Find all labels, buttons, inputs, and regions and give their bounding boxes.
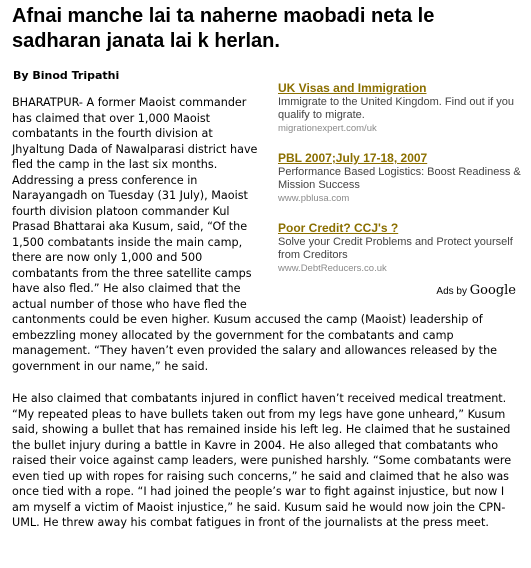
- ad-url: www.DebtReducers.co.uk: [278, 263, 387, 274]
- ad-item[interactable]: [278, 81, 524, 135]
- ad-url: migrationexpert.com/uk: [278, 123, 377, 134]
- ad-item[interactable]: [278, 151, 524, 205]
- ad-description: Solve your Credit Problems and Protect yourself from Creditors: [278, 236, 513, 261]
- article-headline: Afnai manche lai ta naherne maobadi neta le sadharan janata lai k herlan.: [12, 5, 435, 52]
- ad-title-link[interactable]: Poor Credit? CCJ's ?: [278, 221, 399, 235]
- ads-by-google-link[interactable]: [278, 283, 524, 300]
- ads-by-label: Ads by: [436, 286, 467, 297]
- byline: By Binod Tripathi: [13, 69, 120, 82]
- article-paragraph: He also claimed that combatants injured in conflict haven’t received medical treatment. “My repeated pleas to have bullets taken out from my legs have gone unheard,” Kusum said, showing a bullet that has remained inside his left leg. He claimed that he sustained the bullet injury during a battle in Kavre in 2004. He also alleged that combatants who raised their voice against camp leaders, were punished harshly. “Some combatants were even tied up with ropes for raising such concerns,” he said and claimed that he also was once tied with a rope. “I had joined the people’s war to fight against injustice, but now I am myself a victim of Maoist injustice,” he said. Kusum said he would now join the CPN-UML. He threw away his combat fatigues in front of the journalists at the press meet.: [12, 392, 512, 529]
- ad-item[interactable]: [278, 221, 524, 275]
- google-logo: Google: [469, 283, 516, 298]
- ad-block: [278, 81, 524, 300]
- ad-description: Performance Based Logistics: Boost Readiness & Mission Success: [278, 166, 521, 191]
- article-body: [12, 81, 524, 548]
- ad-description: Immigrate to the United Kingdom. Find out if you qualify to migrate.: [278, 96, 515, 121]
- ad-title-link[interactable]: PBL 2007;July 17-18, 2007: [278, 151, 428, 165]
- article-paragraph: BHARATPUR- A former Maoist commander has claimed that over 1,000 Maoist combatants in the fourth division at Jhyaltung Dada of Nawalparasi district have fled the camp in the last six months. Addressing a press conference in Narayangadh on Tuesday (31 July), Maoist fourth division platoon commander Kul Prasad Bhattarai aka Kusum, said, “Of the 1,500 combatants inside the main camp, there are now only 1,000 and 500 combatants from the three satellite camps have also fled.” He also claimed that the actual number of those who have fled the cantonments could be even higher. Kusum accused the camp (Maoist) leadership of embezzling money allocated by the government for the combatants and camp management. “They haven’t even provided the salary and allowances released by the government in our name,” he said.: [12, 96, 498, 373]
- ad-url: www.pblusa.com: [278, 193, 350, 204]
- ad-title-link[interactable]: UK Visas and Immigration: [278, 81, 427, 95]
